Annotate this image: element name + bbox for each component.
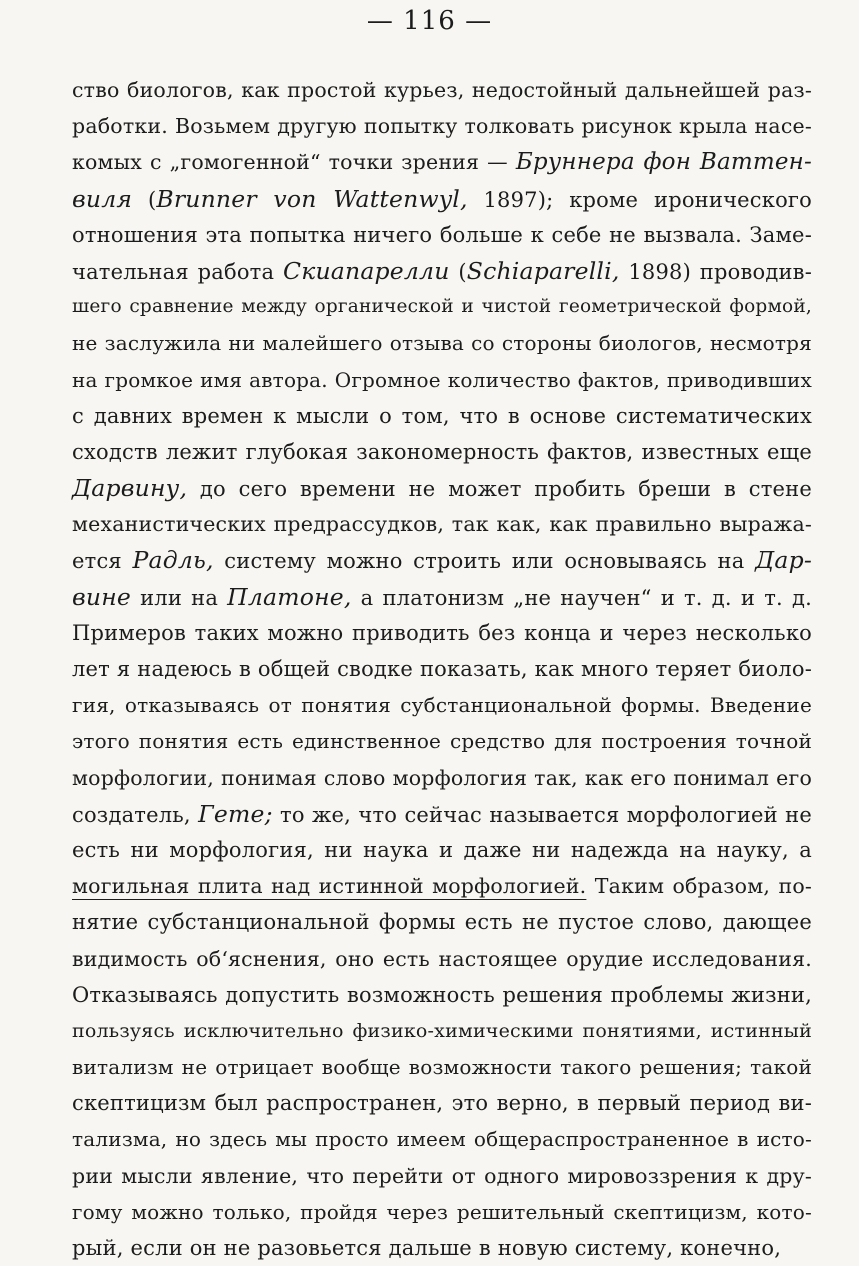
text-line — [72, 1158, 812, 1194]
text-line — [72, 615, 812, 651]
text-run: лет я надеюсь в общей сводке показать, как много теряет биоло- — [72, 657, 812, 681]
text-run: ( — [132, 187, 157, 212]
text-run: с давних времен к мысли о том, что в основе систематических — [72, 403, 812, 428]
text-run: ство биологов, как простой курьез, недостойный дальнейшей раз- — [72, 78, 812, 102]
italic-text: виля — [72, 184, 133, 213]
italic-text: вине — [72, 582, 131, 611]
text-line — [72, 796, 812, 832]
text-run: шего сравнение между органической и чистой геометрической формой, — [72, 296, 812, 318]
text-line — [72, 398, 812, 434]
text-run: на громкое имя автора. Огромное количество фактов, приводивших — [72, 367, 812, 392]
text-line — [72, 72, 812, 108]
text-line — [72, 904, 812, 940]
text-line — [72, 362, 812, 398]
text-run: не заслужила ни малейшего отзыва со стороны биологов, несмотря — [72, 331, 812, 356]
text-line — [72, 687, 812, 723]
text-run: есть ни морфология, ни наука и даже ни надежда на науку, а — [72, 837, 812, 862]
text-run: видимость об‘яснения, оно есть настоящее орудие исследования. — [72, 946, 812, 971]
text-run: морфологии, понимая слово морфология так, как его понимал его — [72, 765, 812, 790]
text-line — [72, 1013, 812, 1049]
text-run: механистических предрассудков, так как, как правильно выража- — [72, 512, 812, 537]
italic-text: Schiaparelli, — [466, 256, 620, 285]
text-run: рии мысли явление, что перейти от одного мировоззрения к дру- — [72, 1163, 812, 1188]
body-text — [72, 72, 812, 1266]
text-run: комых с „гомогенной“ точки зрения — — [72, 150, 516, 175]
text-line — [72, 542, 812, 578]
text-line — [72, 868, 812, 904]
text-run: ется — [72, 549, 133, 574]
text-run: гому можно только, пройдя через решительный скептицизм, кото- — [72, 1199, 812, 1224]
text-line — [72, 723, 812, 759]
text-run: пользуясь исключительно физико-химическими понятиями, истинный — [72, 1019, 812, 1042]
italic-text: Бруннера фон Ваттен- — [515, 149, 813, 176]
text-line — [72, 1230, 812, 1266]
text-run: сходств лежит глубокая закономерность фактов, известных еще — [72, 439, 812, 464]
italic-text: Гете; — [198, 799, 273, 828]
text-run: до сего времени не может пробить бреши в стене — [187, 477, 812, 502]
text-line — [72, 832, 812, 868]
text-line — [72, 144, 812, 180]
text-run: Таким образом, по- — [586, 874, 812, 899]
italic-text: Платоне, — [227, 582, 352, 611]
italic-text: Радль, — [132, 546, 214, 575]
text-line — [72, 1194, 812, 1230]
text-run: витализм не отрицает вообще возможности такого решения; такой — [72, 1055, 812, 1080]
text-run: 1897); кроме иронического — [467, 187, 812, 212]
text-run: Примеров таких можно приводить без конца и через несколько — [72, 620, 812, 645]
italic-text: Скиапарелли — [283, 256, 450, 285]
text-run: нятие субстанциональной формы есть не пустое слово, дающее — [72, 910, 812, 935]
text-line — [72, 289, 812, 325]
text-run: скептицизм был распространен, это верно, в первый период ви- — [72, 1091, 812, 1116]
text-line — [72, 1085, 812, 1121]
text-run: гия, отказываясь от понятия субстанциональной формы. Введение — [72, 693, 812, 718]
text-run: 1898) проводив- — [619, 259, 812, 284]
text-run: отношения эта попытка ничего больше к себе не вызвала. Заме- — [72, 222, 812, 247]
underlined-text: могильная плита над истинной морфологией. — [72, 874, 587, 899]
text-run: то же, что сейчас называется морфологией не — [272, 802, 812, 827]
text-line — [72, 941, 812, 977]
text-line — [72, 325, 812, 361]
text-line — [72, 253, 812, 289]
text-run: чательная работа — [72, 259, 284, 284]
page-number: — 116 — — [366, 6, 493, 36]
text-run: Отказываясь допустить возможность решения проблемы жизни, — [72, 982, 812, 1007]
text-run: систему можно строить или основываясь на — [213, 549, 756, 574]
italic-text: Дарвину, — [72, 474, 188, 503]
text-line — [72, 977, 812, 1013]
text-line — [72, 579, 812, 615]
text-line — [72, 108, 812, 144]
text-line — [72, 434, 812, 470]
italic-text: Дар- — [755, 546, 812, 575]
text-line — [72, 760, 812, 796]
text-run: рый, если он не разовьется дальше в новую систему, конечно, — [72, 1236, 782, 1260]
text-run: ( — [449, 259, 467, 284]
text-line — [72, 181, 812, 217]
text-line — [72, 506, 812, 542]
text-line — [72, 470, 812, 506]
text-run: этого понятия есть единственное средство для построения точной — [72, 729, 812, 754]
text-run: тализма, но здесь мы просто имеем общераспространенное в исто- — [72, 1127, 812, 1152]
text-run: создатель, — [72, 802, 199, 827]
text-line — [72, 651, 812, 687]
text-line — [72, 1049, 812, 1085]
text-run: работки. Возьмем другую попытку толковать рисунок крыла насе- — [72, 114, 812, 139]
text-line — [72, 1121, 812, 1157]
text-run: или на — [131, 585, 228, 610]
italic-text: Brunner von Wattenwyl, — [156, 184, 468, 213]
text-run: а платонизм „не научен“ и т. д. и т. д. — [351, 585, 812, 610]
text-line — [72, 217, 812, 253]
